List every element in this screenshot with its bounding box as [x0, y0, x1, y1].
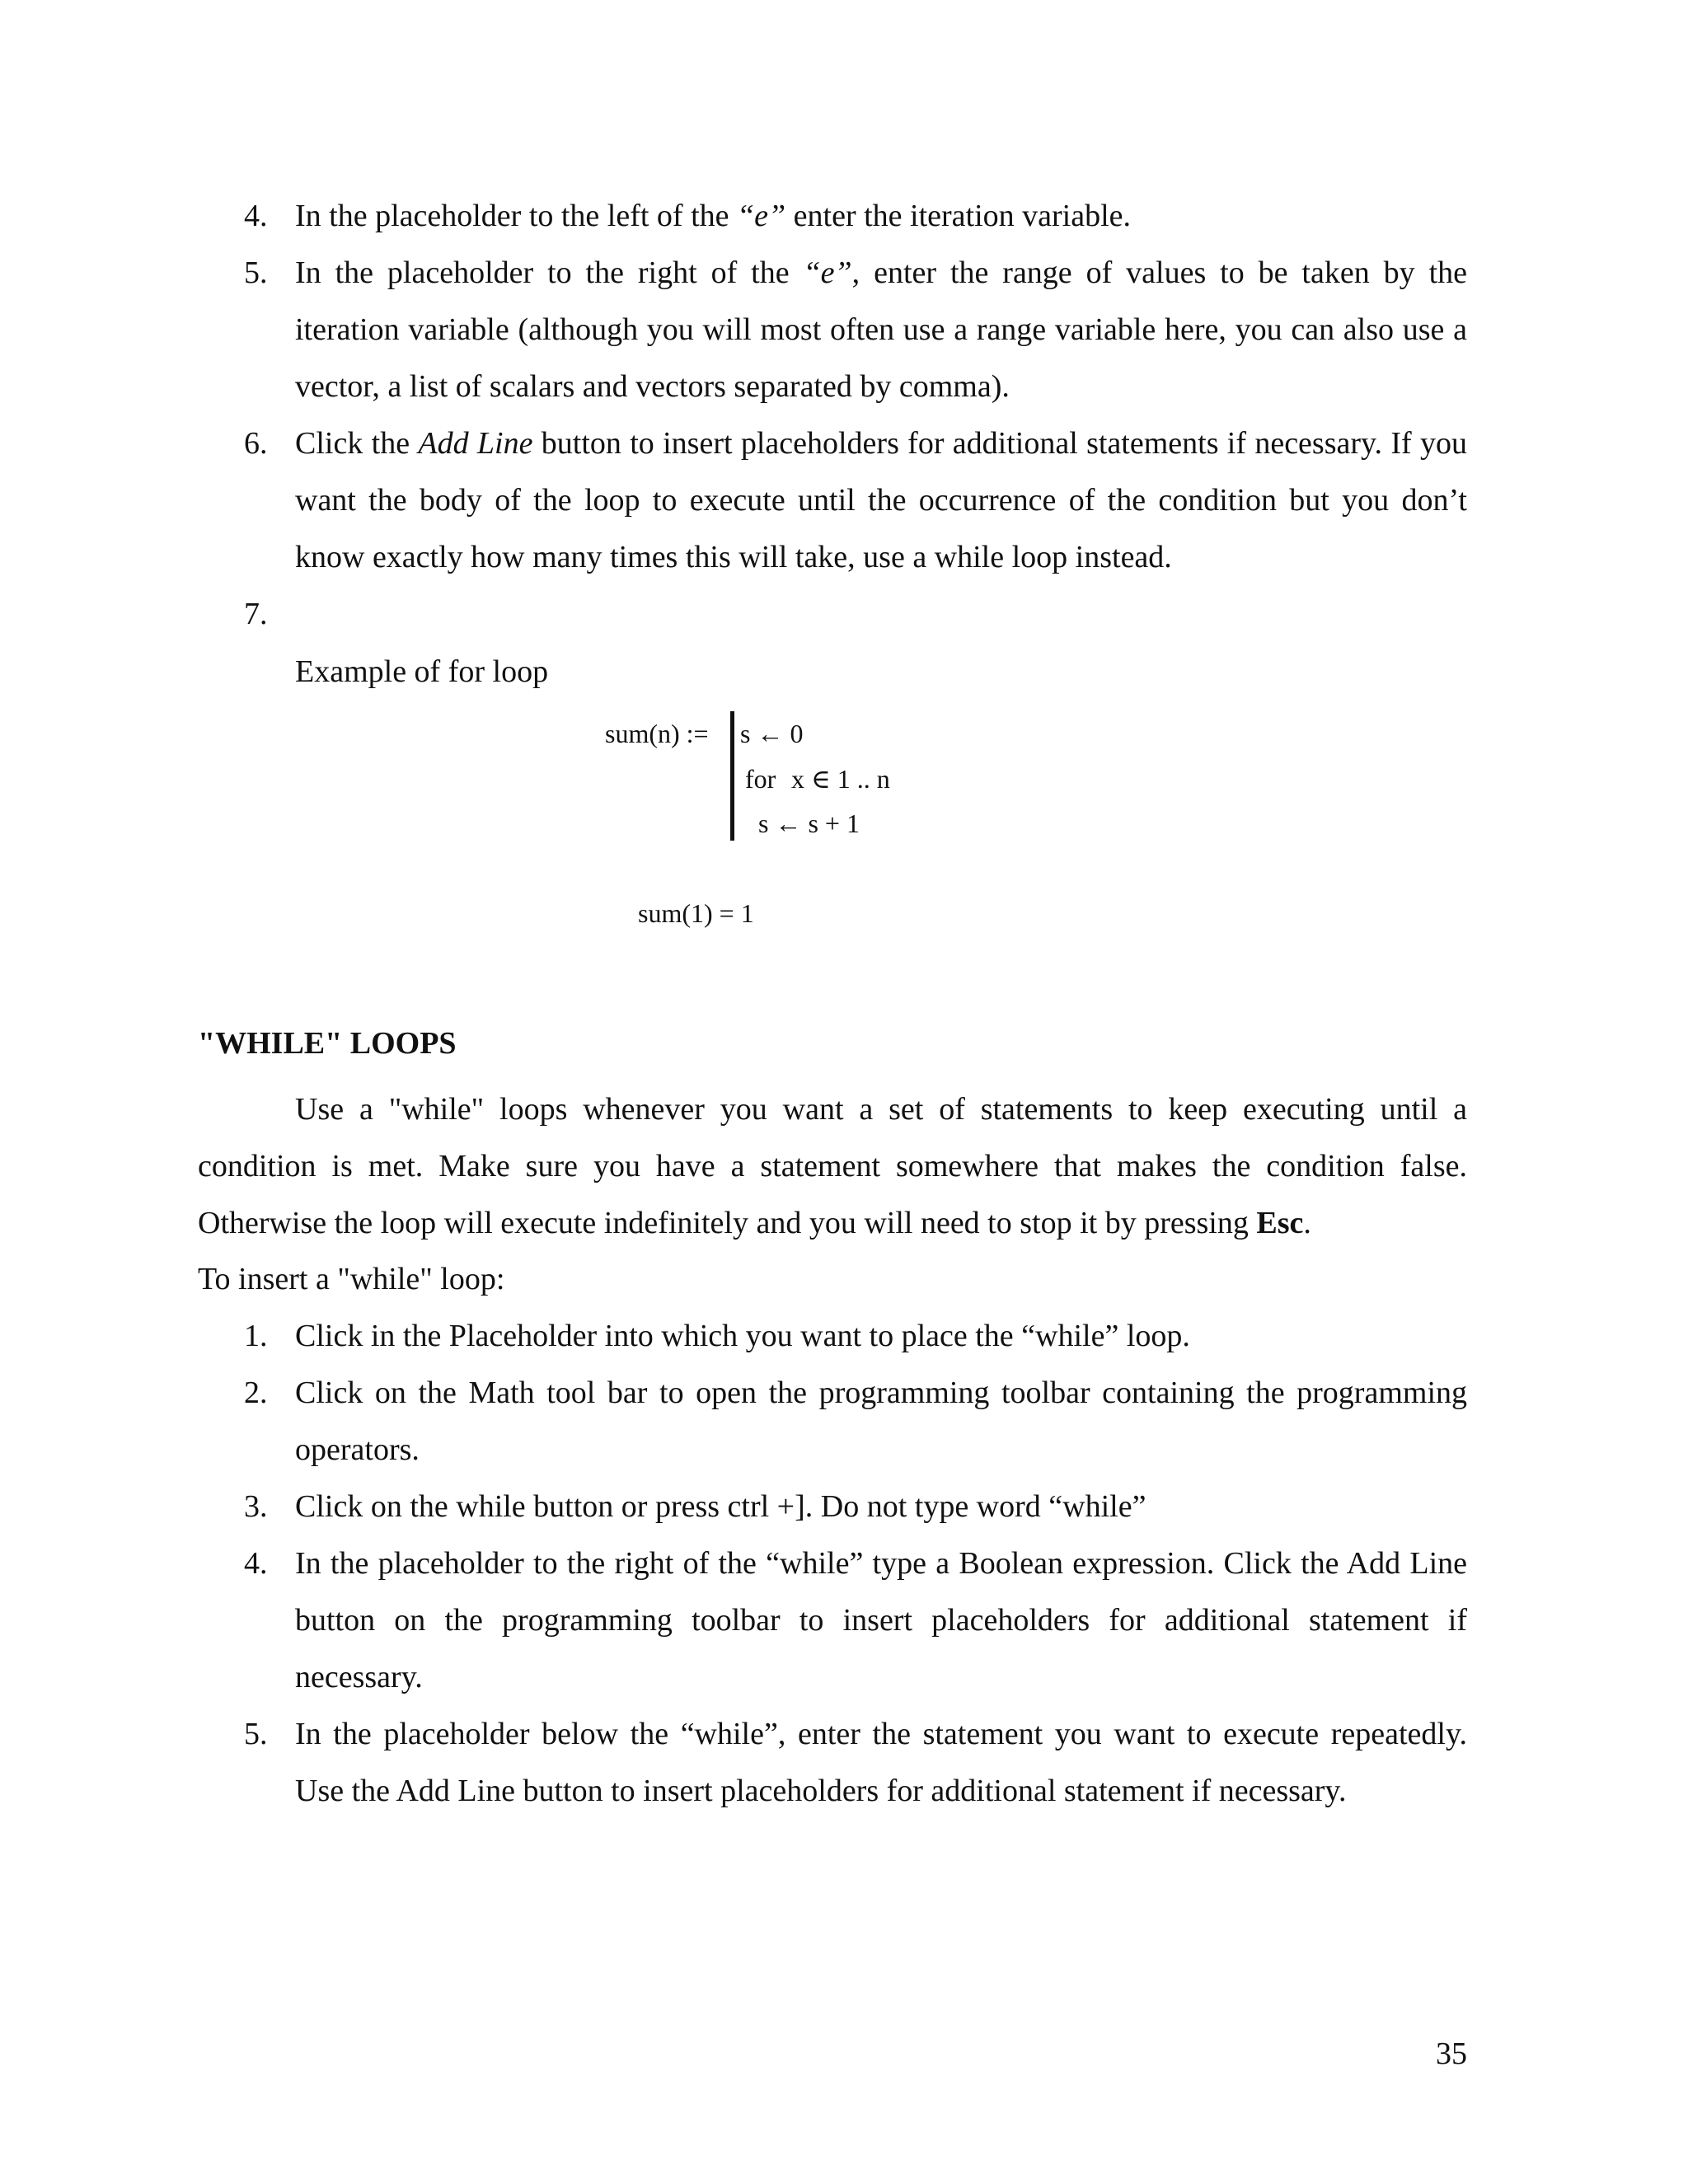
list-item-text: Click on the while button or press ctrl +]. Do not type word “while”: [295, 1489, 1146, 1524]
list-item-text: Click the: [295, 426, 419, 461]
program-for-keyword: for: [745, 764, 776, 794]
list-item: [198, 415, 1467, 586]
while-intro-paragraph: [198, 1081, 1467, 1252]
list-item-number: 6.: [244, 426, 268, 461]
list-item-number: 3.: [244, 1489, 268, 1524]
program-line-1: s ← 0: [740, 719, 804, 748]
list-item: [198, 1706, 1467, 1820]
list-item-number: 7.: [244, 597, 268, 631]
list-item-italic: “e”: [737, 199, 786, 233]
list-item-number: 1.: [244, 1319, 268, 1353]
program-line-2: x ∈ 1 .. n: [791, 764, 890, 794]
list-item-number: 4.: [244, 1546, 268, 1581]
program-bracket-bar: [730, 711, 734, 841]
list-item-text: Click on the Math tool bar to open the programming toolbar containing the programming operators.: [295, 1376, 1467, 1467]
intro-end: .: [1303, 1206, 1311, 1240]
section-heading: "WHILE" LOOPS: [198, 1026, 457, 1061]
list-item: [198, 586, 1467, 643]
for-loop-steps-list: [198, 188, 1467, 643]
list-item-text: In the placeholder to the left of the: [295, 199, 738, 233]
list-item-number: 5.: [244, 1717, 268, 1751]
list-item-text: enter the iteration variable.: [785, 199, 1132, 233]
list-item: [198, 1308, 1467, 1365]
list-item-text: Click in the Placeholder into which you want to place the “while” loop.: [295, 1319, 1190, 1353]
function-definition: sum(n) :=: [605, 719, 709, 748]
while-loop-steps-list: [198, 1308, 1467, 1820]
list-item: [198, 1535, 1467, 1706]
list-item-number: 2.: [244, 1376, 268, 1410]
list-item-number: 5.: [244, 255, 268, 290]
list-item-text: , enter the range of values to be taken by the iteration variable (although you will most often use a range variable here, you can also use a vector, a list of scalars and vectors separated by comma).: [295, 255, 1467, 404]
list-item-text: button to insert placeholders for additional statements if necessary. If you want the body of the loop to execute until the occurrence of the condition but you don’t know exactly how many times this will take, use a while loop instead.: [295, 426, 1467, 574]
esc-key-label: Esc: [1256, 1206, 1304, 1240]
program-line-3: s ← s + 1: [758, 808, 860, 838]
insert-while-label: To insert a "while" loop:: [198, 1262, 505, 1296]
list-item-text: In the placeholder below the “while”, enter the statement you want to execute repeatedly. Use the Add Line button to insert placeholders for additional statement if necessary.: [295, 1717, 1467, 1808]
list-item: [198, 188, 1467, 245]
list-item-text: In the placeholder to the right of the: [295, 255, 804, 290]
intro-text: Use a "while" loops whenever you want a set of statements to keep executing until a condition is met. Make sure you have a statement somewhere that makes the condition false. Otherwise the loop will execute indefinitely and you will need to stop it by pressing: [198, 1092, 1467, 1240]
list-item-italic: Add Line: [418, 426, 533, 461]
example-label: Example of for loop: [295, 654, 549, 689]
function-result: sum(1) = 1: [638, 898, 754, 928]
list-item: [198, 1479, 1467, 1535]
list-item: [198, 245, 1467, 415]
list-item-italic: “e”: [803, 255, 852, 290]
list-item: [198, 1365, 1467, 1479]
list-item-number: 4.: [244, 199, 268, 233]
list-item-text: In the placeholder to the right of the “while” type a Boolean expression. Click the Add Line button on the programming toolbar to insert placeholders for additional statement if necessary.: [295, 1546, 1467, 1694]
page-number: 35: [1436, 2036, 1467, 2071]
